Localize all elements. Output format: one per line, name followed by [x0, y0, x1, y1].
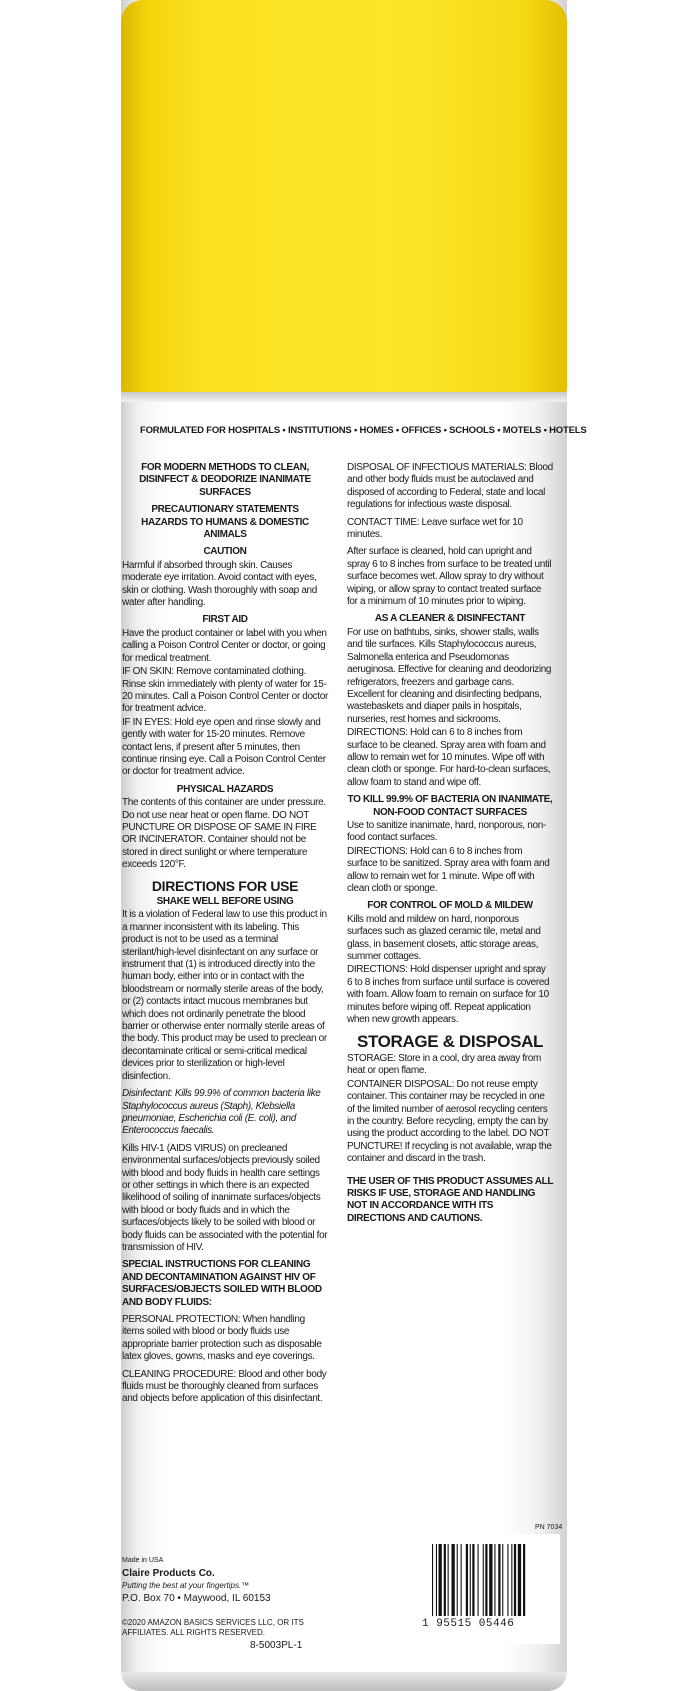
yellow-cap — [121, 0, 567, 396]
barcode-bar — [461, 1544, 462, 1616]
barcode-bar — [514, 1544, 516, 1616]
physical-hazards-title: PHYSICAL HAZARDS — [176, 783, 274, 795]
contact-time-text: CONTACT TIME: Leave surface wet for 10 minutes. — [347, 516, 523, 541]
barcode-bar — [448, 1544, 449, 1616]
after-clean-text: After surface is cleaned, hold can upright and spray 6 to 8 inches from surface to be treated until surface becomes wet. Allow spray to dry without wiping, or allow spray to contact treated surface for a minimum of 10 minutes prior to wiping. — [347, 546, 552, 608]
container-disposal-text: CONTAINER DISPOSAL: Do not reuse empty container. This container may be recycled in one of the limited number of aerosol recycling centers in the country. Before recycling, empty the can by using the product according to the label. DO NOT PUNCTURE! If recycling is not available, wrap the container and discard in the trash. — [347, 1078, 552, 1165]
mold-directions: DIRECTIONS: Hold dispenser upright and spray 6 to 8 inches from surface until surface is covered with foam. Allow foam to remain on surface for 10 minutes before wiping off. Repeat application when new growth appears. — [347, 964, 550, 1026]
barcode-bar — [478, 1544, 479, 1616]
company-name: Claire Products Co. — [122, 1567, 215, 1579]
can-base — [121, 1672, 567, 1691]
precaution-title: PRECAUTIONARY STATEMENTS — [151, 504, 299, 516]
barcode-bar — [470, 1544, 471, 1616]
user-warning: THE USER OF THIS PRODUCT ASSUMES ALL RISKS IF USE, STORAGE AND HANDLING NOT IN ACCORDANCE WITH ITS DIRECTIONS AND CAUTIONS. — [347, 1175, 553, 1224]
storage-text: STORAGE: Store in a cool, dry area away from heat or open flame. — [347, 1052, 541, 1077]
physical-hazards-text: The contents of this container are under pressure. Do not use near heat or open flame. DO NOT PUNCTURE OR DISPOSE OF SAME IN FIRE OR INCINERATOR. Container should not be stored in direct sunlight or where temperature exceeds 120°F. — [122, 797, 326, 871]
barcode-bar — [485, 1544, 487, 1616]
kill-directions: DIRECTIONS: Hold can 6 to 8 inches from surface to be sanitized. Spray area with foam and allow to remain wet for 1 minute. Wipe off with clean cloth or sponge. — [347, 845, 550, 894]
kill-title: TO KILL 99.9% OF BACTERIA ON INANIMATE, NON-FOOD CONTACT SURFACES — [347, 794, 553, 818]
on-skin-text: IF ON SKIN: Remove contaminated clothing. Rinse skin immediately with plenty of water for 15-20 minutes. Call a Poison Control Center or doctor for treatment advice. — [122, 666, 328, 715]
made-in: Made in USA — [122, 1557, 164, 1564]
company-tagline: Putting the best at your fingertips.™ — [122, 1581, 250, 1590]
barcode-bar — [432, 1544, 433, 1616]
disposal-infectious-text: DISPOSAL OF INFECTIOUS MATERIALS: Blood and other body fluids must be autoclaved and disposed of according to Federal, state and local regulations for infectious waste disposal. — [347, 462, 553, 511]
copyright: ©2020 AMAZON BASICS SERVICES LLC, OR ITS AFFILIATES. ALL RIGHTS RESERVED. — [122, 1618, 304, 1637]
barcode-number: 1 95515 05446 — [422, 1618, 515, 1630]
left-column — [122, 462, 328, 1411]
directions-title: DIRECTIONS FOR USE — [151, 877, 299, 894]
violation-text: It is a violation of Federal law to use this product in a manner inconsistent with its labeling. This product is not to be used as a terminal sterilant/high-level disinfectant on any surface or instrument that (1) is introduced directly into the human body, either into or in contact with the bloodstream or normally sterile areas of the body, or (2) contacts intact mucous membranes but which does not ordinarily penetrate the blood barrier or otherwise enter normally sterile areas of the body. This product may be used to preclean or decontaminate critical or semi-critical medical devices prior to sterilization or high-level disinfection. — [122, 909, 327, 1082]
cleaner-directions: DIRECTIONS: Hold can 6 to 8 inches from surface to be cleaned. Spray area with foam and allow to remain wet for 10 minutes. Wipe off with clean cloth or sponge. For hard-to-clean surfaces, allow foam to stand and wipe off. — [347, 727, 551, 788]
personal-protection-text: PERSONAL PROTECTION: When handling items soiled with blood or body fluids use appropriate barrier protection such as disposable latex gloves, gowns, masks and eye coverings. — [122, 1314, 322, 1363]
first-aid-title: FIRST AID — [202, 614, 248, 626]
barcode-bars — [432, 1544, 552, 1616]
storage-title: STORAGE & DISPOSAL — [356, 1032, 544, 1052]
right-column — [347, 462, 553, 1230]
barcode-bar — [518, 1544, 521, 1616]
caution-text: Harmful if absorbed through skin. Causes moderate eye irritation. Avoid contact with eyes, skin or clothing. Wash thoroughly with soap and water after handling. — [122, 559, 317, 609]
cleaning-procedure-text: CLEANING PROCEDURE: Blood and other body fluids must be thoroughly cleaned from surfaces and objects before application of this disinfectant. — [122, 1368, 327, 1405]
company-address: P.O. Box 70 • Maywood, IL 60153 — [122, 1592, 271, 1604]
barcode-bar — [502, 1544, 503, 1616]
barcode — [418, 1534, 560, 1644]
barcode-bar — [436, 1544, 437, 1616]
cleaner-title: AS A CLEANER & DISINFECTANT — [374, 613, 526, 625]
barcode-bar — [452, 1544, 455, 1616]
shake-title: SHAKE WELL BEFORE USING — [156, 896, 294, 907]
intro-heading: FOR MODERN METHODS TO CLEAN, DISINFECT & DEODORIZE INANIMATE SURFACES — [139, 462, 311, 498]
barcode-bar — [457, 1544, 458, 1616]
caution-title: CAUTION — [203, 546, 247, 558]
header-line: FORMULATED FOR HOSPITALS • INSTITUTIONS • HOMES • OFFICES • SCHOOLS • MOTELS • HOTELS — [140, 425, 587, 436]
cleaner-text: For use on bathtubs, sinks, shower stalls, walls and tile surfaces. Kills Staphylococcus aureus, Salmonella enterica and Pseudomonas aeruginosa. Effective for cleaning and deodorizing refrigerators, freezers and garbage cans. Excellent for cleaning and disinfecting bedpans, wastebaskets and diaper pails in hospitals, nurseries, rest homes and sickrooms. — [347, 626, 552, 725]
barcode-bar — [498, 1544, 500, 1616]
barcode-bar — [511, 1544, 512, 1616]
hazards-title: HAZARDS TO HUMANS & DOMESTIC ANIMALS — [141, 516, 309, 541]
mold-text: Kills mold and mildew on hard, nonporous surfaces such as glazed ceramic tile, metal and glass, in basement closets, attic storage areas, summer cottages. — [347, 913, 541, 963]
mold-title: FOR CONTROL OF MOLD & MILDEW — [367, 900, 533, 912]
barcode-bar — [466, 1544, 468, 1616]
product-code: 8-5003PL-1 — [250, 1640, 303, 1651]
first-aid-text: Have the product container or label with you when calling a Poison Control Center or doctor, or going for medical treatment. — [122, 627, 327, 664]
in-eyes-text: IF IN EYES: Hold eye open and rinse slowly and gently with water for 15-20 minutes. Remove contact lens, if present after 5 minutes, then continue rinsing eye. Call a Poison Control Center or doctor for treatment advice. — [122, 716, 326, 778]
part-number: PN 7034 — [535, 1524, 563, 1531]
barcode-bar — [489, 1544, 492, 1616]
barcode-bar — [444, 1544, 446, 1616]
company-block — [122, 1555, 342, 1605]
special-instructions-title: SPECIAL INSTRUCTIONS FOR CLEANING AND DECONTAMINATION AGAINST HIV OF SURFACES/OBJECTS SOILED WITH BLOOD AND BODY FLUIDS: — [122, 1259, 322, 1308]
barcode-bar — [507, 1544, 508, 1616]
barcode-bar — [439, 1544, 442, 1616]
kills-text: Disinfectant: Kills 99.9% of common bacteria like Staphylococcus aureus (Staph), Klebsiella pneumoniae, Escherichia coli (E. coli), and Enterococcus faecalis. — [122, 1088, 321, 1137]
barcode-bar — [483, 1544, 484, 1616]
hiv-text: Kills HIV-1 (AIDS VIRUS) on precleaned environmental surfaces/objects previously soiled with blood and body fluids in health care settings or other settings in which there is an expected likelihood of soiling of inanimate surfaces/objects with blood or body fluids and in which the surfaces/objects likely to be soiled with blood or body fluids can be associated with the potential for transmission of HIV. — [122, 1142, 328, 1253]
barcode-bar — [472, 1544, 474, 1616]
barcode-bar — [494, 1544, 495, 1616]
barcode-bar — [523, 1544, 525, 1616]
kill-text: Use to sanitize inanimate, hard, nonporous, non-food contact surfaces. — [347, 819, 546, 844]
